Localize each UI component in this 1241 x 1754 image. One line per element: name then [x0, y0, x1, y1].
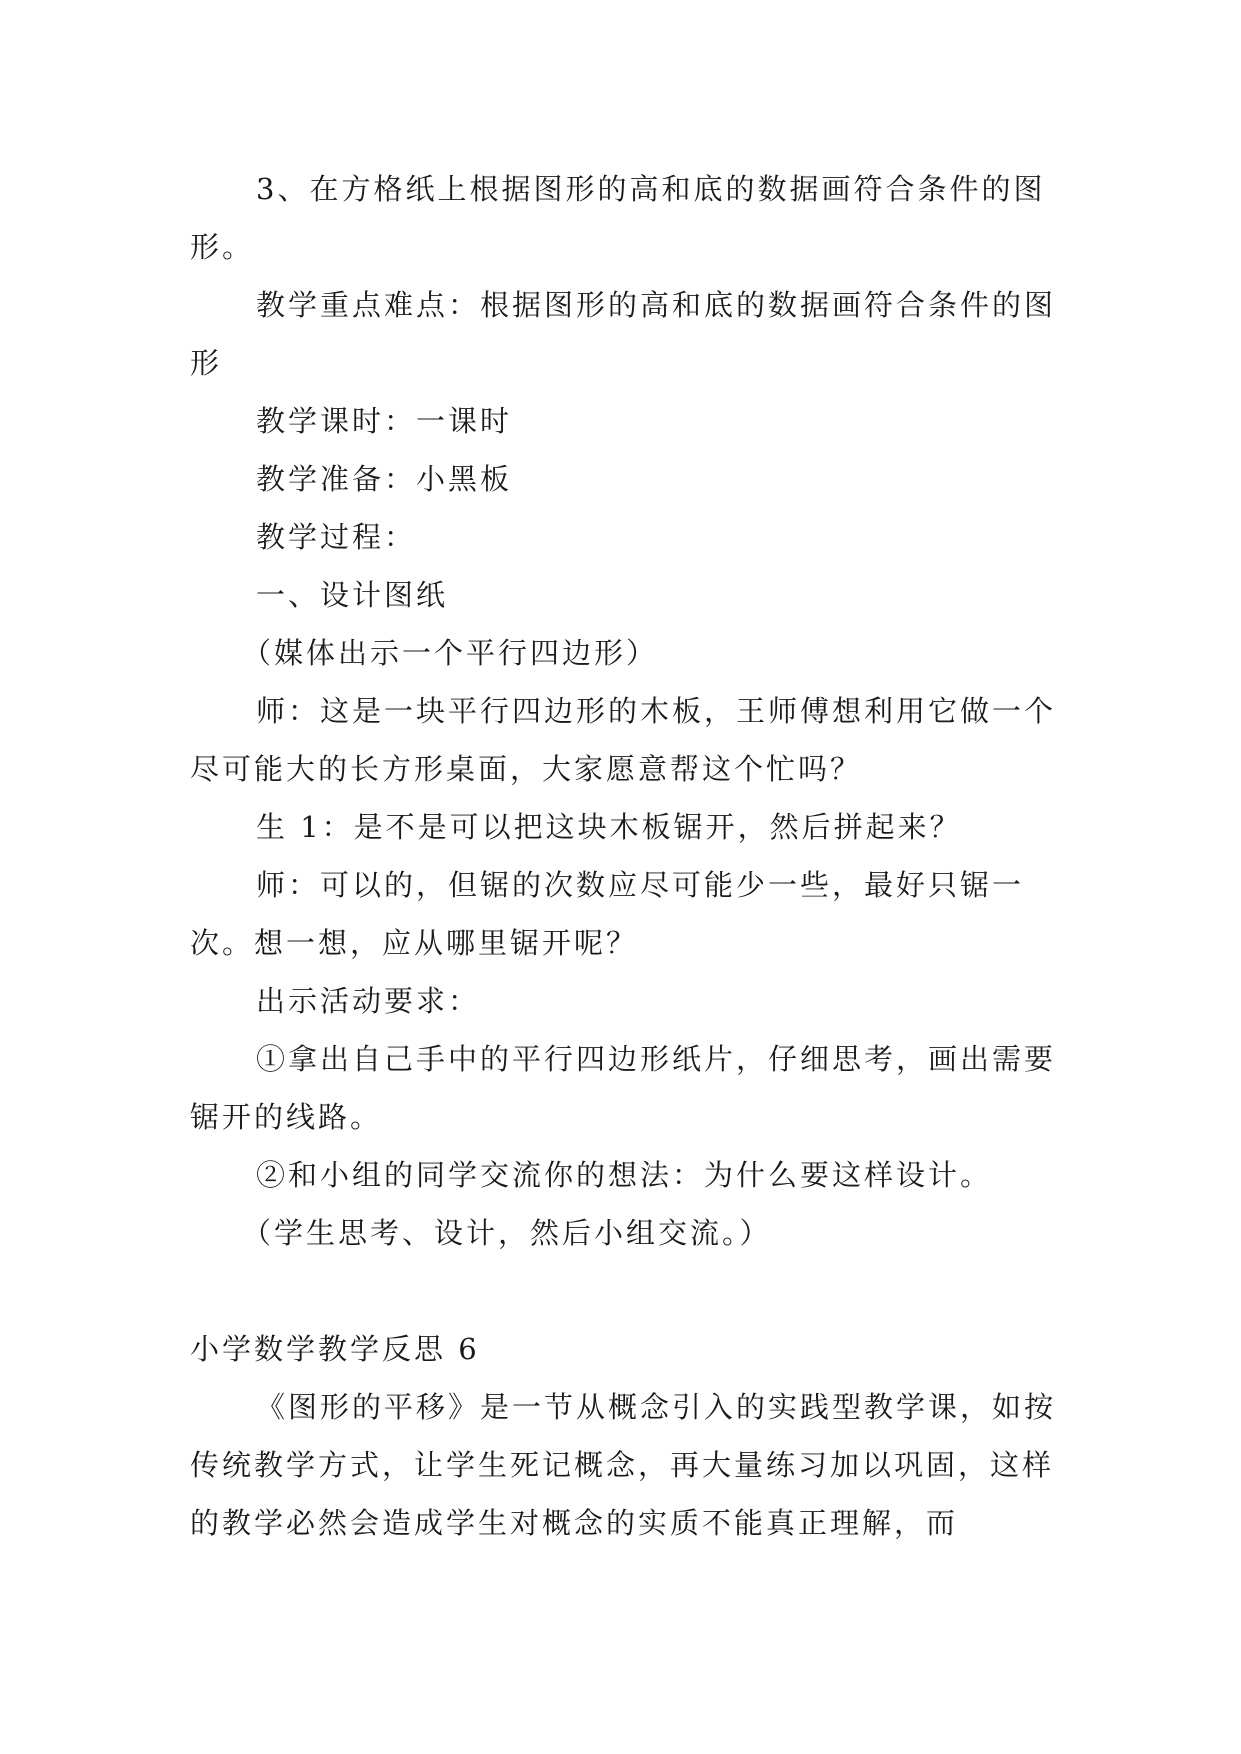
paragraph-requirement-2: ②和小组的同学交流你的想法：为什么要这样设计。	[256, 1158, 993, 1192]
section-heading: 小学数学教学反思 6	[190, 1332, 480, 1366]
paragraph-teacher-2: 师：可以的，但锯的次数应尽可能少一些，最好只锯一次。想一想，应从哪里锯开呢？	[190, 868, 1025, 960]
paragraph-student-think: （学生思考、设计，然后小组交流。）	[242, 1216, 772, 1250]
paragraph-process: 教学过程：	[256, 520, 417, 554]
paragraph-task-3: 3、在方格纸上根据图形的高和底的数据画符合条件的图形。	[190, 172, 1046, 264]
paragraph-student-1: 生 1：是不是可以把这块木板锯开，然后拼起来？	[256, 810, 962, 844]
paragraph-requirement-1: ①拿出自己手中的平行四边形纸片，仔细思考，画出需要锯开的线路。	[190, 1042, 1057, 1134]
paragraph-teacher-1: 师：这是一块平行四边形的木板，王师傅想利用它做一个尽可能大的长方形桌面，大家愿意帮这个忙吗？	[190, 694, 1057, 786]
paragraph-design-drawing: 一、设计图纸	[256, 578, 449, 612]
paragraph-key-difficulty: 教学重点难点：根据图形的高和底的数据画符合条件的图形	[190, 288, 1057, 380]
paragraph-media-show: （媒体出示一个平行四边形）	[242, 636, 659, 670]
paragraph-preparation: 教学准备：小黑板	[256, 462, 513, 496]
paragraph-reflection-intro: 《图形的平移》是一节从概念引入的实践型教学课，如按传统教学方式，让学生死记概念，再大量练习加以巩固，这样的教学必然会造成学生对概念的实质不能真正理解，而	[190, 1390, 1057, 1540]
paragraph-activity-requirements: 出示活动要求：	[256, 984, 481, 1018]
document-body	[190, 160, 1060, 1552]
paragraph-class-hours: 教学课时：一课时	[256, 404, 513, 438]
